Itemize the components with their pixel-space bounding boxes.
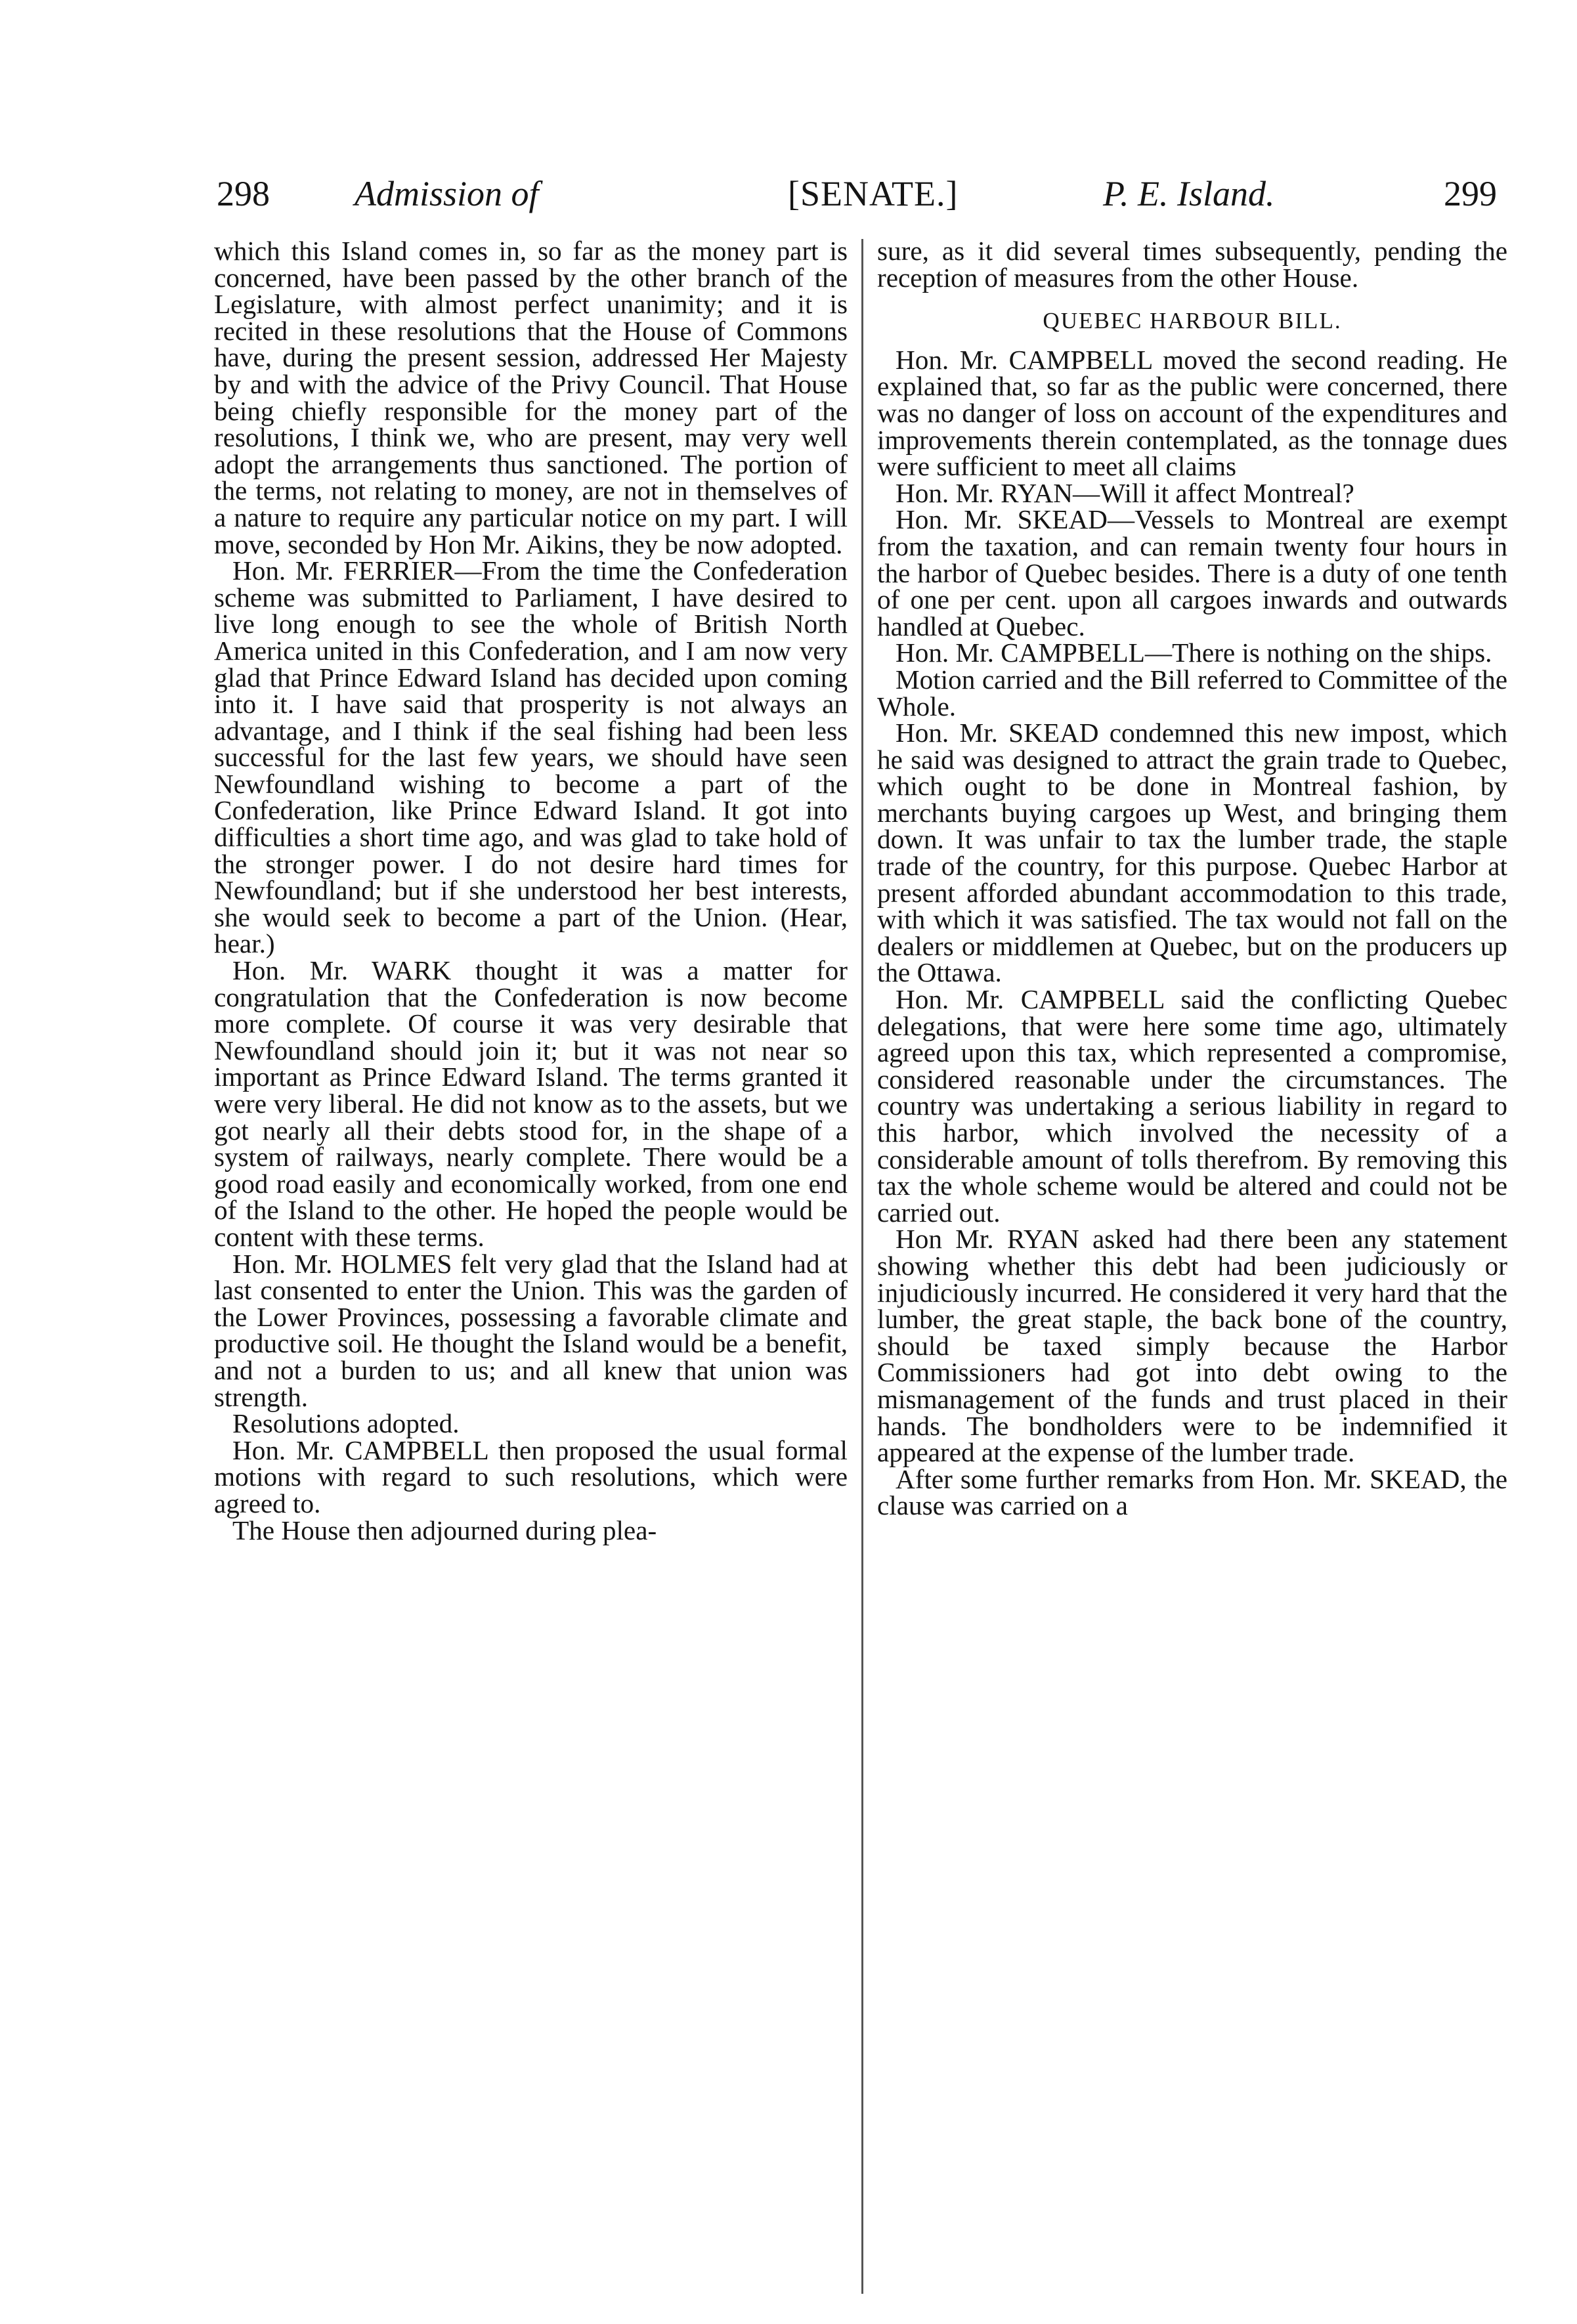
paragraph: Hon. Mr. SKEAD condemned this new impost, which he said was designed to attract the grain trade to Quebec, which ought to be done in Montreal fashion, by merchants buying cargoes up West, and bringing them down. It was unfair to tax the lumber trade, the staple trade of the country, for this purpose. Quebec Harbor at present afforded abundant accommodation to this trade, with which it was satisfied. The tax would not fall on the dealers or middlemen at Quebec, but on the producers up the Ottawa. [877, 718, 1507, 988]
left-column [214, 238, 848, 1543]
running-header [217, 167, 1497, 233]
paragraph: After some further remarks from Hon. Mr. SKEAD, the clause was carried on a [877, 1463, 1507, 1521]
section-heading: QUEBEC HARBOUR BILL. [1043, 308, 1342, 334]
paragraph: Hon. Mr. RYAN—Will it affect Montreal? [896, 477, 1354, 508]
paragraph: Resolutions adopted. [232, 1408, 460, 1439]
right-column [877, 238, 1507, 1519]
paragraph: The House then adjourned during plea- [232, 1515, 657, 1545]
paragraph: Hon. Mr. CAMPBELL said the conflicting Quebec delegations, that were here some time ago, ultimately agreed upon this tax, which represented a compromise, considered reasonable under the circumstances. The country was undertaking a serious liability in regard to this harbor, which involved the necessity of a considerable amount of tolls therefrom. By removing this tax the whole scheme would be altered and could not be carried out. [877, 984, 1507, 1228]
running-title-right: P. E. Island. [1103, 174, 1275, 213]
paragraph: Hon. Mr. HOLMES felt very glad that the Island had at last consented to enter the Union. This was the garden of the Lower Provinces, possessing a favorable climate and productive soil. He thought the Island would be a benefit, and not a burden to us; and all knew that union was strength. [214, 1248, 848, 1412]
chamber-label: [SENATE.] [788, 174, 959, 213]
paragraph: Hon. Mr. CAMPBELL—There is nothing on the ships. [896, 637, 1492, 668]
paragraph: Hon. Mr. CAMPBELL moved the second reading. He explained that, so far as the public were concerned, there was no danger of loss on account of the expenditures and improvements therein contemplated, as the tonnage dues were sufficient to meet all claims [877, 344, 1507, 482]
paragraph: which this Island comes in, so far as the money part is concerned, have been passed by the other branch of the Legislature, with almost perfect unanimity; and it is recited in these resolutions that the House of Commons have, during the present session, addressed Her Majesty by and with the advice of the Privy Council. That House being chiefly responsible for the money part of the resolutions, I think we, who are present, may very well adopt the arrangements thus sanctioned. The portion of the terms, not relating to money, are not in themselves of a nature to require any particular notice on my part. I will move, seconded by Hon Mr. Aikins, they be now adopted. [214, 236, 848, 559]
paragraph: sure, as it did several times subsequently, pending the reception of measures from the other House. [877, 236, 1507, 293]
paragraph: Hon. Mr. CAMPBELL then proposed the usual formal motions with regard to such resolutions, which were agreed to. [214, 1434, 848, 1518]
column-divider [861, 239, 863, 2294]
paragraph: Hon Mr. RYAN asked had there been any statement showing whether this debt had been judiciously or injudiciously incurred. He considered it very hard that the lumber, the great staple, the back bone of the country, should be taxed simply because the Harbor Commissioners had got into debt owing to the mismanagement of the funds and trust placed in their hands. The bondholders were to be indemnified it appeared at the expense of the lumber trade. [877, 1224, 1507, 1468]
paragraph: Motion carried and the Bill referred to Committee of the Whole. [877, 664, 1507, 721]
paragraph: Hon. Mr. SKEAD—Vessels to Montreal are exempt from the taxation, and can remain twenty four hours in the harbor of Quebec besides. There is a duty of one tenth of one per cent. upon all cargoes inwards and outwards handled at Quebec. [877, 504, 1507, 641]
paragraph: Hon. Mr. WARK thought it was a matter for congratulation that the Confederation is now become more complete. Of course it was very desirable that Newfoundland should join it; but it was not near so important as Prince Edward Island. The terms granted it were very liberal. He did not know as to the assets, but we got nearly all their debts stood for, in the shape of a system of railways, nearly complete. There would be a good road easily and economically worked, from one end of the Island to the other. He hoped the people would be content with these terms. [214, 955, 848, 1252]
page-number-right: 299 [1444, 174, 1497, 213]
page-number-left: 298 [217, 174, 270, 213]
paragraph: Hon. Mr. FERRIER—From the time the Confederation scheme was submitted to Parliament, I have desired to live long enough to see the whole of British North America united in this Confederation, and I am now very glad that Prince Edward Island has decided upon coming into it. I have said that prosperity is not always an advantage, and I think if the seal fishing had been less successful for the last few years, we should have seen Newfoundland wishing to become a part of the Confederation, like Prince Edward Island. It got into difficulties a short time ago, and was glad to take hold of the stronger power. I do not desire hard times for Newfoundland; but if she understood her best interests, she would seek to become a part of the Union. (Hear, hear.) [214, 555, 848, 959]
running-title-left: Admission of [355, 174, 539, 213]
